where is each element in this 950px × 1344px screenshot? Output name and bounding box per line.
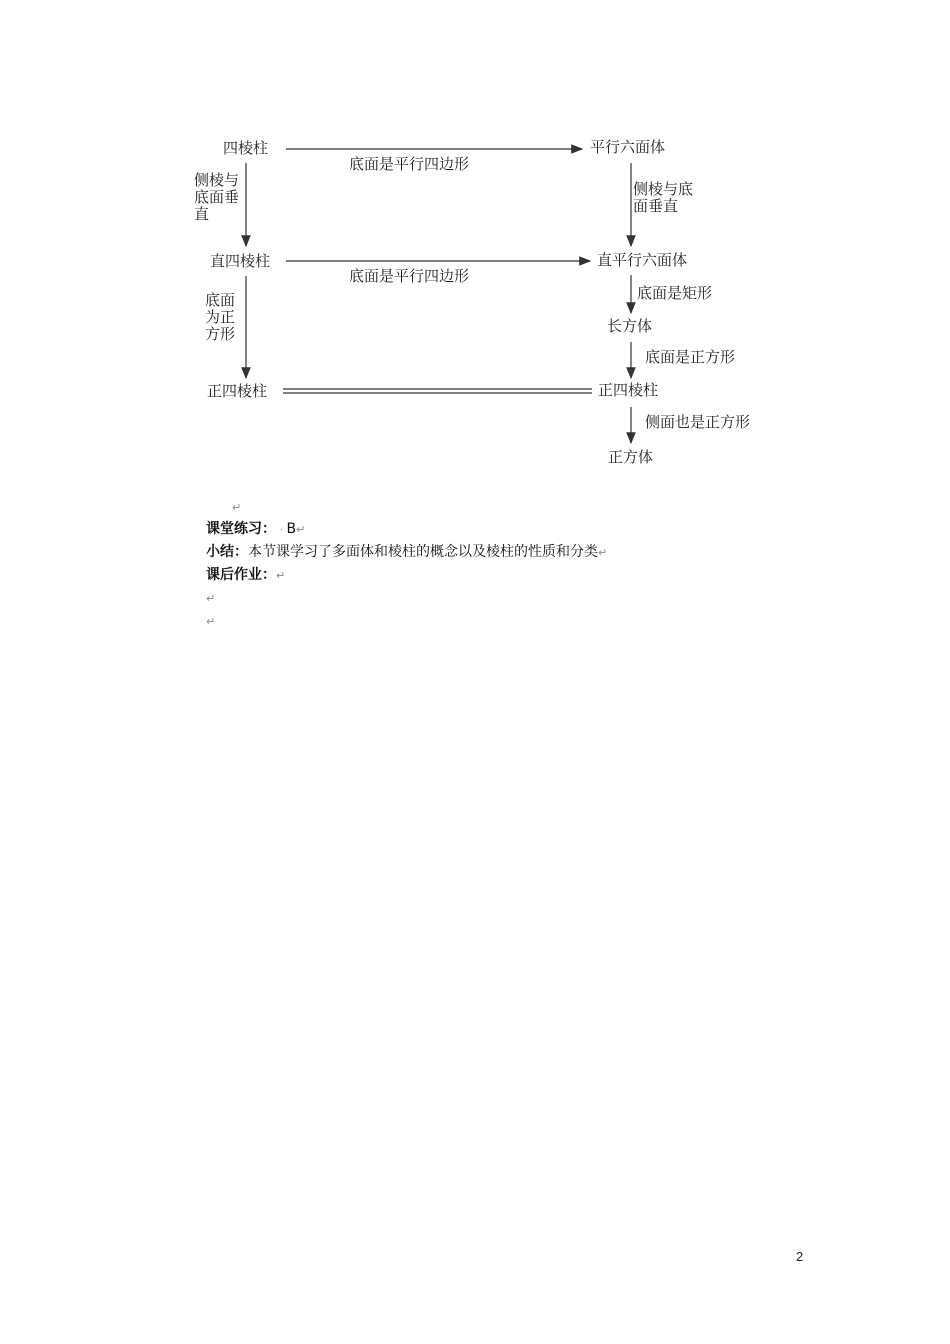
return-mark: ↵ [206, 592, 216, 605]
homework-line [206, 564, 285, 587]
exercise-line [206, 518, 305, 541]
return-mark: ↵ [276, 569, 286, 582]
return-mark: ↵ [598, 546, 608, 559]
summary-text: 本节课学习了多面体和棱柱的概念以及棱柱的性质和分类 [248, 544, 598, 560]
label-left-upper: 侧棱与底面垂直 [194, 171, 240, 223]
diagram-lines [0, 0, 950, 500]
label-middle-horizontal: 底面是平行四边形 [349, 267, 470, 285]
node-si-leng-zhu: 四棱柱 [223, 139, 269, 157]
label-right-upper: 侧棱与底面垂直 [633, 180, 694, 215]
paragraph-mark-2 [206, 587, 215, 610]
return-mark: ↵ [206, 615, 216, 628]
exercise-label: 课堂练习： [206, 521, 276, 537]
node-chang-fang-ti: 长方体 [607, 317, 653, 335]
node-zheng-fang-ti: 正方体 [608, 448, 654, 466]
label-left-lower: 底面为正方形 [205, 291, 236, 343]
label-right-square: 底面是正方形 [645, 348, 736, 366]
summary-label: 小结： [206, 544, 248, 560]
paragraph-mark-1 [232, 496, 241, 519]
paragraph-mark-3 [206, 610, 215, 633]
return-mark: ↵ [296, 523, 306, 536]
exercise-answer: B [286, 521, 297, 537]
node-zhi-si-leng-zhu: 直四棱柱 [210, 252, 271, 270]
node-zheng-si-leng-zhu-right: 正四棱柱 [598, 381, 659, 399]
label-right-side-square: 侧面也是正方形 [645, 413, 751, 431]
label-right-rect: 底面是矩形 [637, 284, 713, 302]
exercise-dot: · [276, 523, 287, 536]
prism-classification-diagram [0, 0, 950, 500]
label-top-horizontal: 底面是平行四边形 [349, 155, 470, 173]
summary-line [206, 541, 607, 564]
node-zhi-ping-xing-liu-mian-ti: 直平行六面体 [597, 251, 688, 269]
node-zheng-si-leng-zhu-left: 正四棱柱 [207, 382, 268, 400]
node-ping-xing-liu-mian-ti: 平行六面体 [590, 138, 666, 156]
homework-label: 课后作业： [206, 567, 276, 583]
page-number: 2 [796, 1249, 804, 1264]
return-mark: ↵ [232, 501, 242, 514]
